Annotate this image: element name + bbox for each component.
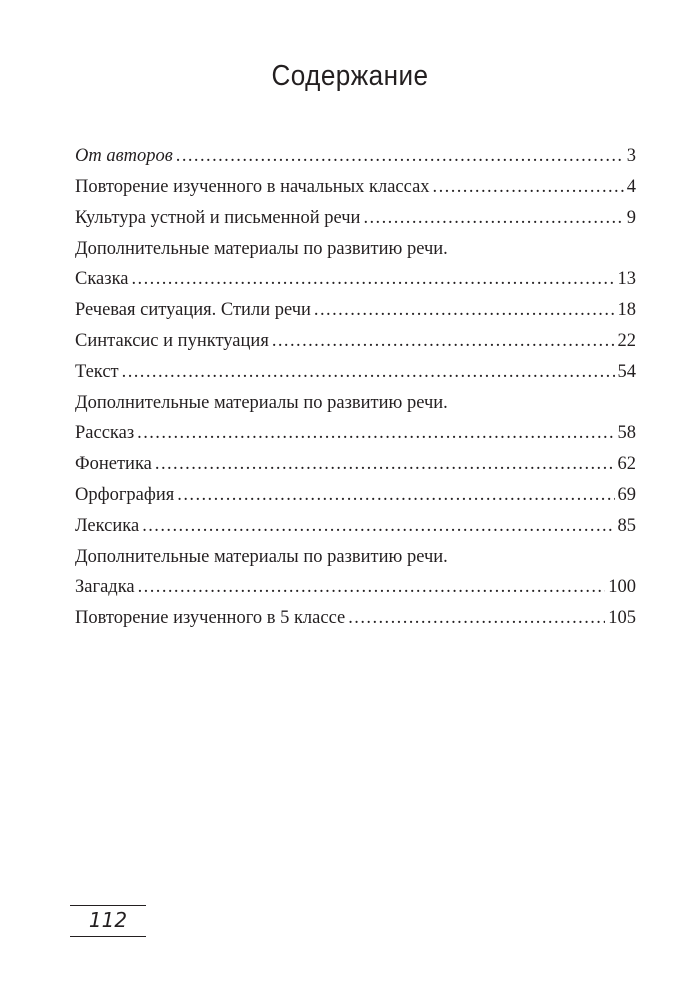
toc-row: [75, 141, 636, 171]
toc-entry[interactable]: [75, 603, 636, 633]
toc-entry-label: Речевая ситуация. Стили речи: [75, 300, 311, 320]
toc-entry-page: 58: [617, 423, 636, 443]
dot-leader: [155, 449, 615, 479]
toc-entry-page: 18: [617, 300, 636, 320]
page-title: Содержание: [271, 60, 429, 92]
toc-entry[interactable]: [75, 172, 636, 202]
toc-entry-page: 22: [617, 331, 636, 351]
toc-entry[interactable]: [75, 234, 636, 294]
toc-entry-line1: Дополнительные материалы по развитию речи.: [75, 239, 448, 259]
toc-entry-label: Фонетика: [75, 454, 152, 474]
table-of-contents: [75, 141, 636, 633]
toc-row: [75, 449, 636, 479]
toc-row: [75, 203, 636, 233]
toc-entry-page: 105: [608, 608, 636, 628]
toc-entry-page: 9: [626, 208, 636, 228]
toc-entry-page: 69: [617, 485, 636, 505]
dot-leader: [142, 511, 614, 541]
toc-entry[interactable]: [75, 203, 636, 233]
toc-row: [75, 357, 636, 387]
toc-entry[interactable]: [75, 511, 636, 541]
toc-row: [75, 295, 636, 325]
toc-entry-label: Орфография: [75, 485, 175, 505]
toc-entry-page: 62: [617, 454, 636, 474]
toc-entry-page: 100: [608, 577, 636, 597]
dot-leader: [177, 480, 614, 510]
toc-entry[interactable]: [75, 449, 636, 479]
dot-leader: [314, 295, 615, 325]
toc-entry-label: Загадка: [75, 577, 135, 597]
toc-entry-label: Повторение изученного в начальных классах: [75, 177, 430, 197]
dot-leader: [363, 203, 623, 233]
toc-entry-label: Рассказ: [75, 423, 135, 443]
dot-leader: [138, 572, 606, 602]
toc-row: [75, 326, 636, 356]
toc-entry[interactable]: [75, 480, 636, 510]
toc-entry-label: Синтаксис и пунктуация: [75, 331, 269, 351]
toc-row: [75, 418, 636, 448]
toc-entry-page: 85: [617, 516, 636, 536]
toc-row: [75, 572, 636, 602]
toc-entry[interactable]: [75, 357, 636, 387]
toc-row: [75, 511, 636, 541]
toc-entry-page: 3: [626, 146, 636, 166]
toc-entry-label: Текст: [75, 362, 119, 382]
dot-leader: [176, 141, 624, 171]
toc-entry-label: Сказка: [75, 269, 129, 289]
dot-leader: [348, 603, 605, 633]
toc-entry-label: Лексика: [75, 516, 140, 536]
toc-entry-label: Повторение изученного в 5 классе: [75, 608, 346, 628]
toc-entry-label: Культура устной и письменной речи: [75, 208, 361, 228]
toc-entry-line1: Дополнительные материалы по развитию речи.: [75, 547, 448, 567]
toc-entry[interactable]: [75, 388, 636, 448]
toc-row: [75, 603, 636, 633]
page-number: 112: [88, 908, 128, 932]
dot-leader: [122, 357, 615, 387]
toc-row: [75, 480, 636, 510]
toc-entry-line1: Дополнительные материалы по развитию речи.: [75, 393, 448, 413]
toc-row: [75, 172, 636, 202]
toc-entry[interactable]: [75, 141, 636, 171]
dot-leader: [272, 326, 615, 356]
toc-entry-page: 4: [626, 177, 636, 197]
dot-leader: [433, 172, 624, 202]
dot-leader: [137, 418, 614, 448]
toc-entry[interactable]: [75, 295, 636, 325]
toc-entry-page: 54: [617, 362, 636, 382]
dot-leader: [132, 264, 615, 294]
toc-entry-label: От авторов: [75, 146, 173, 166]
toc-entry[interactable]: [75, 542, 636, 602]
toc-row: [75, 264, 636, 294]
toc-entry[interactable]: [75, 326, 636, 356]
toc-entry-page: 13: [617, 269, 636, 289]
